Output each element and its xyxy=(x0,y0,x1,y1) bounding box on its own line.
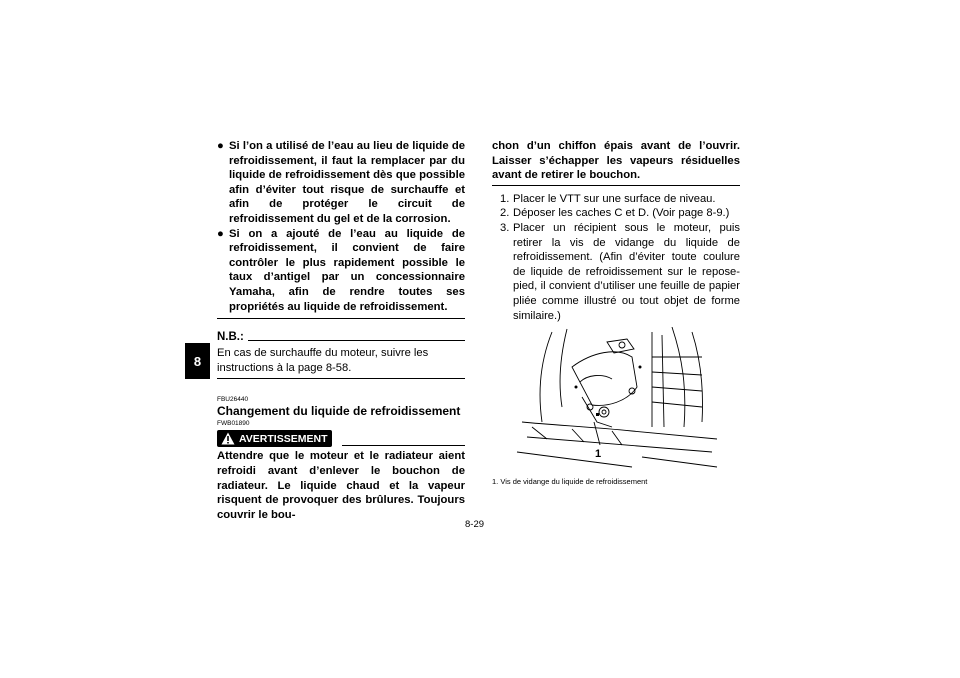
step-item xyxy=(492,192,740,207)
bullet-item xyxy=(217,227,465,315)
step-text: Placer le VTT sur une surface de niveau. xyxy=(513,192,716,205)
figure-callout-number: 1 xyxy=(595,448,602,461)
section-divider xyxy=(217,318,465,319)
warning-badge xyxy=(217,430,332,447)
bullet-text: Si on a ajouté de l’eau au liquide de refroidissement, il convient de faire contrôler le plus rapidement possible le taux d’antigel par un concessionnaire Yamaha, afin de rendre toutes ses propriétés au liquide de refroidissement. xyxy=(229,227,465,313)
engine-drain-illustration xyxy=(512,327,722,475)
chapter-tab xyxy=(185,343,210,379)
note-text: En cas de surchauffe du moteur, suivre les instructions à la page 8-58. xyxy=(217,347,429,374)
page-number: 8-29 xyxy=(465,519,485,530)
right-column xyxy=(492,139,740,486)
bullet-dot: ● xyxy=(217,227,224,240)
note-header-rule xyxy=(248,340,465,341)
warning-code: FWB01890 xyxy=(217,420,250,428)
warning-end-rule xyxy=(492,185,740,186)
warning-label: AVERTISSEMENT xyxy=(239,432,328,445)
bullet-item xyxy=(217,139,465,227)
bullet-text: Si l’on a utilisé de l’eau au lieu de liquide de refroidissement, il faut la remplacer par du liquide de refroidissement dès que possible afin d’éviter tout risque de surchauffe et afin de protéger le circuit de refroidissement du gel et de la corrosion. xyxy=(229,140,465,225)
step-item xyxy=(492,221,740,323)
note-header xyxy=(217,331,465,344)
warning-header-rule xyxy=(342,445,465,446)
step-number: 2. xyxy=(500,207,510,220)
chapter-tab-label: 8 xyxy=(193,353,202,369)
engine-figure xyxy=(512,327,722,475)
bullet-dot: ● xyxy=(217,140,224,152)
section-title: Changement du liquide de refroidissement xyxy=(217,404,461,419)
section-code: FBU26440 xyxy=(217,396,249,404)
step-text: Placer un récipient sous le moteur, puis retirer la vis de vidange du liquide de refroidissement. (Afin d’éviter toute coulure de liquide de refroidissement sur le repose-pied, il convient d’utiliser une feuille de papier pliée comme illustré ou tout objet de forme similaire.) xyxy=(513,221,740,322)
procedure-steps xyxy=(492,192,740,323)
figure-caption: 1. Vis de vidange du liquide de refroidissement xyxy=(492,477,648,487)
warning-text-continued: chon d’un chiffon épais avant de l’ouvrir. Laisser s’échapper les vapeurs résiduelles avant de retirer le bouchon. xyxy=(492,140,740,182)
step-text: Déposer les caches C et D. (Voir page 8-9.) xyxy=(513,207,730,220)
left-column xyxy=(217,139,465,522)
warning-triangle-icon xyxy=(221,432,235,445)
warning-header xyxy=(217,430,465,447)
step-number: 1. xyxy=(500,192,510,205)
note-end-rule xyxy=(217,378,465,379)
note-label: N.B.: xyxy=(217,331,244,344)
warning-text: Attendre que le moteur et le radiateur aient refroidi avant d’enlever le bouchon de radiateur. Le liquide chaud et la vapeur risquent de provoquer des brûlures. Toujours couvrir le bou- xyxy=(217,450,465,521)
step-item xyxy=(492,206,740,221)
warning-bullets xyxy=(217,139,465,314)
step-number: 3. xyxy=(500,221,510,234)
